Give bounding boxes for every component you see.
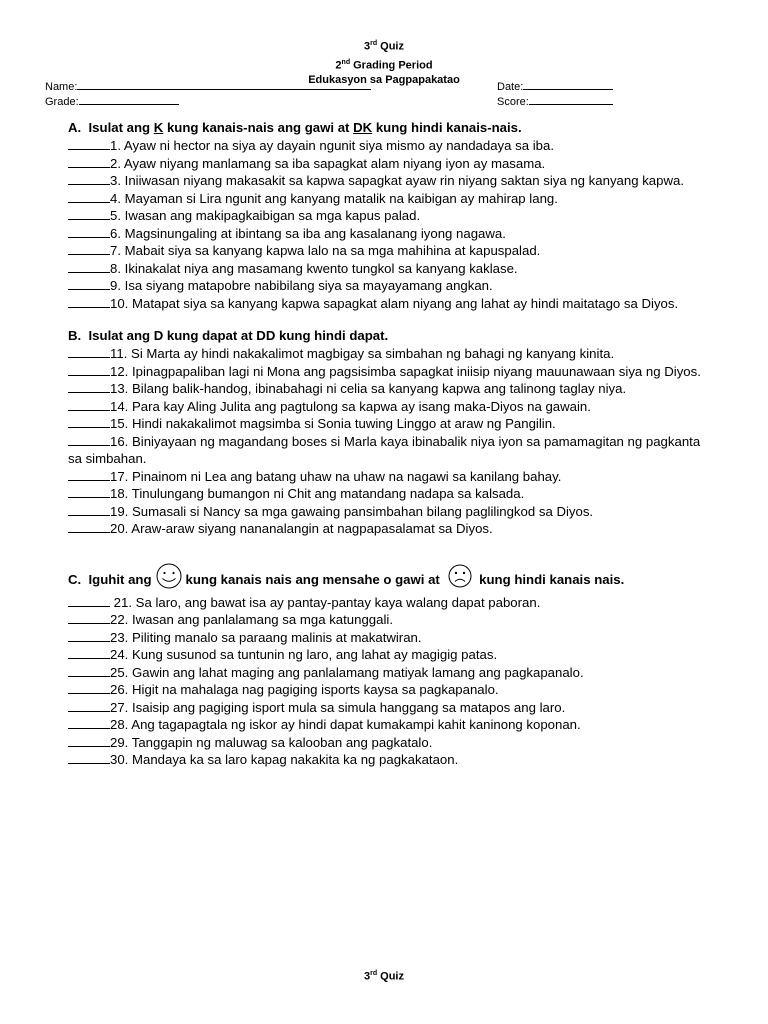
item-text: 29. Tanggapin ng maluwag sa kalooban ang pagkatalo. (110, 734, 433, 750)
answer-blank[interactable] (68, 520, 110, 533)
list-item (68, 681, 708, 699)
list-item (68, 734, 708, 752)
section-c-title-part1: Iguhit ang (88, 571, 152, 587)
answer-blank[interactable] (68, 137, 110, 150)
item-text: 10. Matapat siya sa kanyang kapwa sapagkat alam niyang ang lahat ay hindi maitatago sa Diyos. (110, 295, 679, 311)
period-number-suffix: nd (341, 58, 351, 66)
section-c-title-part2: kung kanais nais ang mensahe o gawi at (185, 571, 440, 587)
quiz-content (68, 118, 708, 769)
list-item (68, 485, 708, 503)
list-item (68, 137, 708, 155)
item-text: 23. Piliting manalo sa paraang malinis at makatwiran. (110, 629, 422, 645)
section-c-letter: C. (68, 571, 82, 587)
answer-blank[interactable] (68, 172, 110, 185)
section-b-letter: B. (68, 328, 82, 343)
item-text: 9. Isa siyang matapobre nabibilang siya sa mayayamang angkan. (110, 278, 493, 293)
name-field[interactable] (77, 78, 371, 90)
answer-blank[interactable] (68, 503, 110, 516)
list-item (68, 503, 708, 521)
answer-blank[interactable] (68, 242, 110, 255)
item-text: 3. Iniiwasan niyang makasakit sa kapwa sapagkat ayaw rin niyang saktan siya ng kanyang kapwa. (110, 173, 684, 188)
quiz-word: Quiz (380, 40, 404, 53)
list-item (68, 242, 708, 260)
item-text: 15. Hindi nakakalimot magsimba si Sonia tuwing Linggo at araw ng Pangilin. (110, 416, 556, 431)
list-item (68, 295, 708, 313)
item-text: 20. Araw-araw siyang nananalangin at nagpapasalamat sa Diyos. (110, 521, 493, 536)
answer-blank[interactable] (68, 207, 110, 220)
quiz-number: 3 (364, 40, 371, 53)
section-c-items (68, 594, 708, 769)
answer-blank[interactable] (68, 190, 110, 203)
score-field[interactable] (529, 93, 613, 105)
subject-title: Edukasyon sa Pagpapakatao (308, 74, 460, 87)
name-label: Name: (45, 81, 78, 93)
period-word: Grading Period (353, 59, 433, 72)
list-item (68, 664, 708, 682)
item-text: 28. Ang tagapagtala ng iskor ay hindi dapat kumakampi kahit kaninong koponan. (110, 717, 581, 732)
footer-quiz-number: 3 (364, 970, 371, 983)
answer-blank[interactable] (68, 260, 110, 273)
item-text: 30. Mandaya ka sa laro kapag nakakita ka ng pagkakataon. (110, 752, 459, 767)
list-item (68, 398, 708, 416)
answer-blank[interactable] (68, 398, 110, 411)
section-c-title-part3: kung hindi kanais nais. (479, 571, 625, 587)
item-text: 7. Mabait siya sa kanyang kapwa lalo na sa mga mahihina at kapuspalad. (110, 243, 541, 258)
list-item (68, 345, 708, 363)
item-text: 26. Higit na mahalaga nag pagiging isports kaysa sa pagkapanalo. (110, 682, 499, 697)
section-c-title (68, 567, 708, 594)
grade-score-row (45, 93, 625, 108)
student-info (45, 78, 625, 108)
item-text: 12. Ipinagpapaliban lagi ni Mona ang pagsisimba sapagkat iniisip niyang mauunawaan siya ng Diyos. (110, 363, 701, 379)
sad-face-icon (446, 564, 474, 593)
item-text: 11. Si Marta ay hindi nakakalimot magbigay sa simbahan ng bahagi ng kanyang kinita. (110, 346, 615, 361)
grading-period-line (0, 55, 768, 74)
section-a-dk: DK (353, 120, 373, 135)
list-item (68, 380, 708, 398)
list-item (68, 363, 708, 381)
footer-quiz-word: Quiz (380, 970, 404, 983)
item-text: 27. Isaisip ang pagiging isport mula sa simula hanggang sa matapos ang laro. (110, 699, 566, 715)
answer-blank[interactable] (68, 433, 110, 446)
answer-blank[interactable] (68, 751, 110, 764)
list-item (68, 433, 708, 468)
answer-blank[interactable] (68, 716, 110, 729)
list-item (68, 751, 708, 769)
answer-blank[interactable] (68, 611, 110, 624)
list-item (68, 520, 708, 538)
answer-blank[interactable] (68, 681, 110, 694)
item-text: 24. Kung susunod sa tuntunin ng laro, ang lahat ay magigig patas. (110, 647, 498, 662)
item-text: 6. Magsinungaling at ibintang sa iba ang kasalanang iyong nagawa. (110, 225, 506, 241)
answer-blank[interactable] (68, 646, 110, 659)
section-a-letter: A. (68, 120, 82, 135)
answer-blank[interactable] (68, 295, 110, 308)
list-item (68, 207, 708, 225)
section-a-k: K (153, 120, 164, 135)
item-text: 5. Iwasan ang makipagkaibigan sa mga kapus palad. (110, 208, 421, 223)
list-item (68, 468, 708, 486)
item-text: 17. Pinainom ni Lea ang batang uhaw na uhaw na nagawi sa kanilang bahay. (110, 468, 562, 484)
item-text: 25. Gawin ang lahat maging ang panlalamang matiyak lamang ang pagkapanalo. (110, 664, 584, 680)
section-a-title-part3: kung hindi kanais-nais. (375, 120, 522, 135)
list-item (68, 190, 708, 208)
list-item (68, 594, 708, 612)
section-a-title (68, 118, 708, 137)
list-item (68, 277, 708, 295)
list-item (68, 646, 708, 664)
list-item (68, 225, 708, 243)
answer-blank[interactable] (68, 629, 110, 642)
answer-blank[interactable] (68, 594, 110, 607)
answer-blank[interactable] (68, 277, 110, 290)
list-item (68, 155, 708, 173)
answer-blank[interactable] (68, 734, 110, 747)
grade-field[interactable] (79, 93, 179, 105)
date-label: Date: (497, 81, 524, 93)
answer-blank[interactable] (68, 380, 110, 393)
answer-blank[interactable] (68, 485, 110, 498)
name-date-row (45, 78, 625, 93)
answer-blank[interactable] (68, 363, 110, 376)
page-footer (0, 970, 768, 983)
item-text: 22. Iwasan ang panlalamang sa mga katunggali. (110, 612, 393, 627)
footer-quiz-suffix: rd (370, 970, 378, 977)
answer-blank[interactable] (68, 699, 110, 712)
section-b-title (68, 326, 708, 345)
list-item (68, 415, 708, 433)
item-text: 13. Bilang balik-handog, ibinabahagi ni celia sa kanyang kapwa ang talinong taglay niya. (110, 381, 627, 396)
section-a-title-part1: Isulat ang (88, 120, 151, 135)
answer-blank[interactable] (68, 664, 110, 677)
period-number: 2 (335, 59, 342, 72)
answer-blank[interactable] (68, 155, 110, 168)
list-item (68, 629, 708, 647)
section-a-title-part2: kung kanais-nais ang gawi at (166, 120, 350, 135)
item-text: 21. Sa laro, ang bawat isa ay pantay-pantay kaya walang dapat paboran. (110, 594, 541, 610)
item-text: 4. Mayaman si Lira ngunit ang kanyang matalik na kaibigan ay mahirap lang. (110, 190, 558, 206)
item-text: 14. Para kay Aling Julita ang pagtulong sa kapwa ay isang maka-Diyos na gawain. (110, 398, 591, 414)
answer-blank[interactable] (68, 415, 110, 428)
section-a-items (68, 137, 708, 312)
answer-blank[interactable] (68, 225, 110, 238)
grade-label: Grade: (45, 96, 79, 108)
section-b-title-text: Isulat ang D kung dapat at DD kung hindi dapat. (88, 328, 389, 343)
list-item (68, 699, 708, 717)
smiley-face-icon (154, 563, 184, 594)
list-item (68, 611, 708, 629)
list-item (68, 260, 708, 278)
list-item (68, 172, 708, 190)
score-label: Score: (497, 96, 529, 108)
item-text: 8. Ikinakalat niya ang masamang kwento tungkol sa kanyang kaklase. (110, 260, 518, 276)
item-text: 18. Tinulungang bumangon ni Chit ang matandang nadapa sa kalsada. (110, 486, 525, 501)
list-item (68, 716, 708, 734)
answer-blank[interactable] (68, 468, 110, 481)
item-text: 19. Sumasali si Nancy sa mga gawaing pansimbahan bilang paglilingkod sa Diyos. (110, 503, 594, 519)
item-text: 1. Ayaw ni hector na siya ay dayain ngunit siya mismo ay nandadaya sa iba. (110, 138, 554, 153)
answer-blank[interactable] (68, 345, 110, 358)
quiz-number-line (0, 36, 768, 55)
quiz-number-suffix: rd (370, 40, 378, 47)
item-text: 16. Biniyayaan ng magandang boses si Marla kaya ibinabalik niya iyon sa pamamagitan ng pagkanta sa simbahan. (68, 433, 701, 466)
item-text: 2. Ayaw niyang manlamang sa iba sapagkat alam niyang iyon ay masama. (110, 155, 546, 171)
section-b-items (68, 345, 708, 538)
date-field[interactable] (523, 78, 613, 90)
